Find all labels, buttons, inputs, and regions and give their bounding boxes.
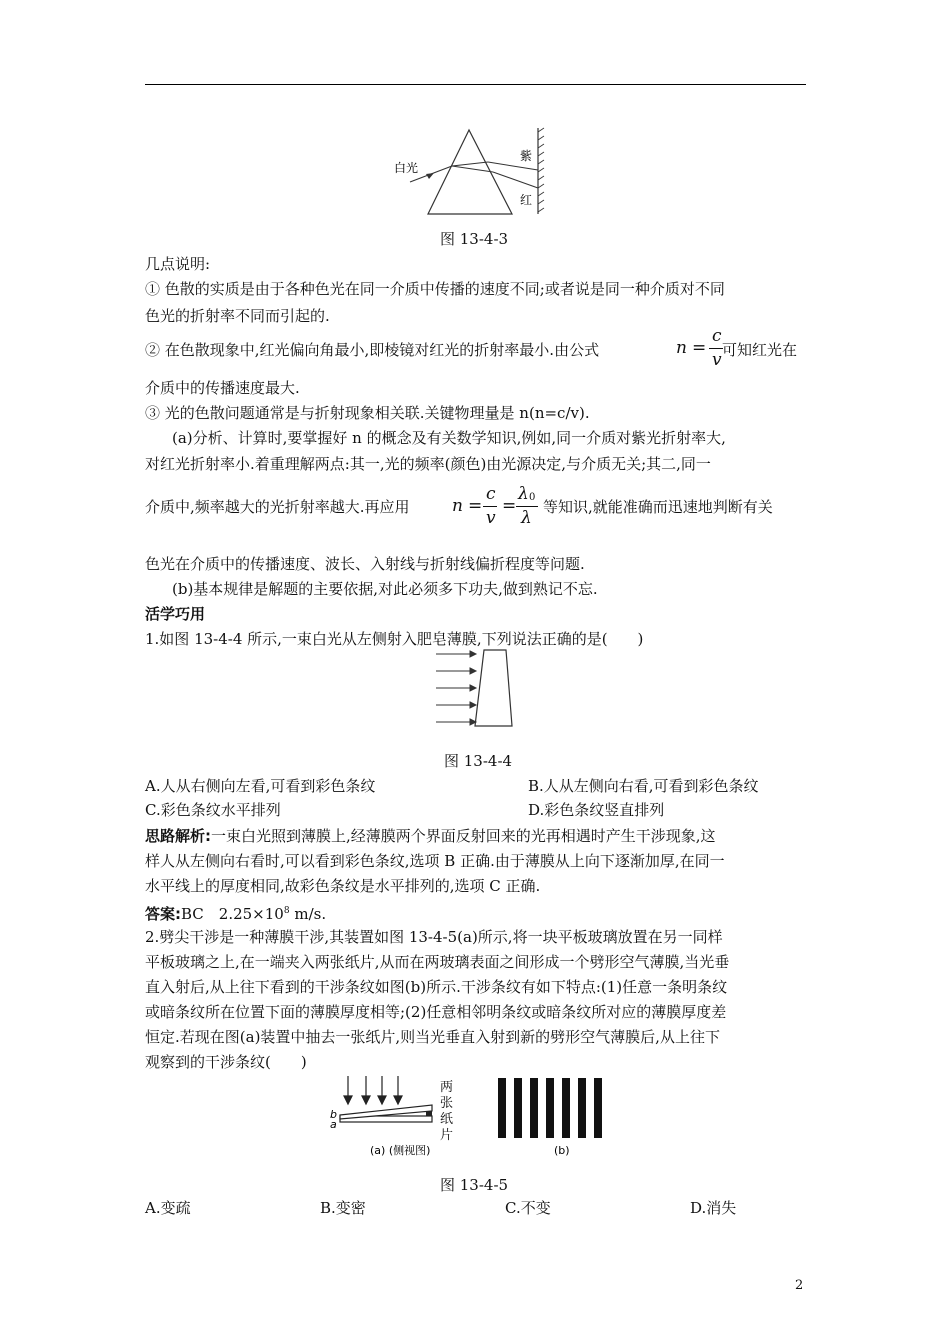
f2-bar2 xyxy=(516,506,538,507)
answer-unit: m/s. xyxy=(289,905,327,923)
fringe-3 xyxy=(530,1078,538,1138)
f2-bar1 xyxy=(483,506,497,507)
answer-exp: 8 xyxy=(283,906,290,916)
q1-analysis-line2: 样人从左侧向右看时,可以看到彩色条纹,选项 B 正确.由于薄膜从上向下逐渐加厚,在同一 xyxy=(145,852,725,870)
fringe-2 xyxy=(514,1078,522,1138)
section-title: 活学巧用 xyxy=(145,605,206,623)
f2-lambda: λ xyxy=(521,508,532,528)
note-1-line2: 色光的折射率不同而引起的. xyxy=(145,307,330,325)
note-2-line1b: 可知红光在 xyxy=(722,341,798,359)
answer-label: 答案: xyxy=(145,905,181,923)
purple-ray xyxy=(488,162,538,170)
fig4-caption: 图 13-4-4 xyxy=(444,752,513,770)
f1-eq: = xyxy=(692,338,707,358)
f2-c: c xyxy=(486,484,496,504)
inner-ray-1 xyxy=(452,162,488,166)
fig3-caption: 图 13-4-3 xyxy=(440,230,509,248)
note-1-line1: ① 色散的实质是由于各种色光在同一介质中传播的速度不同;或者说是同一种介质对不同 xyxy=(145,280,725,298)
film-figure xyxy=(432,648,542,728)
incident-arrows xyxy=(436,651,476,725)
inner-ray-2 xyxy=(452,166,493,172)
note-a-line2: 对红光折射率小.着重理解两点:其一,光的频率(颜色)由光源决定,与介质无关;其二,同一 xyxy=(145,455,711,473)
q1-stem: 1.如图 13-4-4 所示,一束白光从左侧射入肥皂薄膜,下列说法正确的是( ) xyxy=(145,630,644,648)
q1-answer xyxy=(145,901,326,924)
f2-sub0: 0 xyxy=(529,492,536,503)
label-a: a xyxy=(330,1118,337,1131)
note-3: ③ 光的色散问题通常是与折射现象相关联.关键物理量是 n(n=c/v). xyxy=(145,404,590,422)
answer-text: BC 2.25×10 xyxy=(181,905,284,923)
q2-option-d[interactable]: D.消失 xyxy=(690,1199,737,1217)
f1-n: n xyxy=(676,338,687,358)
f2-eq1: = xyxy=(468,496,483,516)
q2-line2: 平板玻璃之上,在一端夹入两张纸片,从而在两玻璃表面之间形成一个劈形空气薄膜,当光垂 xyxy=(145,953,730,971)
notes-title: 几点说明: xyxy=(145,255,211,273)
label-b-caption: (b) xyxy=(554,1144,570,1157)
note-b-line: (b)基本规律是解题的主要依据,对此必须多下功夫,做到熟记不忘. xyxy=(172,580,598,598)
q2-option-c[interactable]: C.不变 xyxy=(505,1199,551,1217)
light-arrows xyxy=(344,1076,402,1104)
f2-n: n xyxy=(452,496,463,516)
f1-c: c xyxy=(712,326,722,346)
q1-option-c[interactable]: C.彩色条纹水平排列 xyxy=(145,801,281,819)
note-a-line4: 色光在介质中的传播速度、波长、入射线与折射线偏折程度等问题. xyxy=(145,555,585,573)
q1-option-b[interactable]: B.人从左侧向右看,可看到彩色条纹 xyxy=(528,777,759,795)
q1-analysis-line1 xyxy=(145,826,716,846)
incident-arrow xyxy=(426,173,434,179)
label-red: 红 xyxy=(520,193,533,207)
q2-line5: 恒定.若现在图(a)装置中抽去一张纸片,则当光垂直入射到新的劈形空气薄膜后,从上往下 xyxy=(145,1028,720,1046)
fig5-caption: 图 13-4-5 xyxy=(440,1176,509,1194)
f1-bar xyxy=(709,348,723,349)
note-2-line1a: ② 在色散现象中,红光偏向角最小,即棱镜对红光的折射率最小.由公式 xyxy=(145,341,600,359)
f2-lambda0: λ xyxy=(518,484,529,504)
q1-option-a[interactable]: A.人从右侧向左看,可看到彩色条纹 xyxy=(145,777,376,795)
paper-strips xyxy=(426,1111,432,1116)
f2-v: v xyxy=(486,508,496,528)
prism-figure xyxy=(394,126,560,226)
f2-eq2: = xyxy=(502,496,517,516)
prism xyxy=(428,130,512,214)
analysis-label: 思路解析: xyxy=(145,827,211,845)
paper-label: 两张纸片 xyxy=(440,1080,454,1143)
q2-line1: 2.劈尖干涉是一种薄膜干涉,其装置如图 13-4-5(a)所示,将一块平板玻璃放置在另一同样 xyxy=(145,928,723,946)
screen-hatch xyxy=(538,128,544,212)
red-ray xyxy=(493,172,538,188)
q2-line3: 直入射后,从上往下看到的干涉条纹如图(b)所示.干涉条纹有如下特点:(1)任意一条明条纹 xyxy=(145,978,728,996)
analysis-text-1: 一束白光照到薄膜上,经薄膜两个界面反射回来的光再相遇时产生干涉现象,这 xyxy=(211,827,716,845)
note-2-line2: 介质中的传播速度最大. xyxy=(145,379,300,397)
label-a-caption: (a) (侧视图) xyxy=(370,1144,431,1157)
q2-line4: 或暗条纹所在位置下面的薄膜厚度相等;(2)任意相邻明条纹或暗条纹所对应的薄膜厚度差 xyxy=(145,1003,727,1021)
note-a-line1: (a)分析、计算时,要掌握好 n 的概念及有关数学知识,例如,同一介质对紫光折射率大, xyxy=(172,429,726,447)
label-white: 白光 xyxy=(394,161,419,175)
header-rule xyxy=(145,84,806,85)
q2-option-a[interactable]: A.变疏 xyxy=(145,1199,191,1217)
note-a-line3b: 等知识,就能准确而迅速地判断有关 xyxy=(543,498,773,516)
fringe-4 xyxy=(546,1078,554,1138)
fringe-7 xyxy=(594,1078,602,1138)
fringe-5 xyxy=(562,1078,570,1138)
label-purple: 紫 xyxy=(520,149,533,163)
fringe-1 xyxy=(498,1078,506,1138)
f1-v: v xyxy=(712,350,722,370)
soap-film xyxy=(475,650,512,726)
q2-option-b[interactable]: B.变密 xyxy=(320,1199,366,1217)
fringe-6 xyxy=(578,1078,586,1138)
q2-line6: 观察到的干涉条纹( ) xyxy=(145,1053,307,1071)
q1-option-d[interactable]: D.彩色条纹竖直排列 xyxy=(528,801,665,819)
label-b: b xyxy=(330,1108,337,1121)
fringe-figure xyxy=(496,1078,626,1168)
page-number: 2 xyxy=(795,1278,804,1293)
q1-analysis-line3: 水平线上的厚度相同,故彩色条纹是水平排列的,选项 C 正确. xyxy=(145,877,541,895)
formula-n-cv-lambda xyxy=(452,486,542,532)
note-a-line3a: 介质中,频率越大的光折射率越大.再应用 xyxy=(145,498,410,516)
